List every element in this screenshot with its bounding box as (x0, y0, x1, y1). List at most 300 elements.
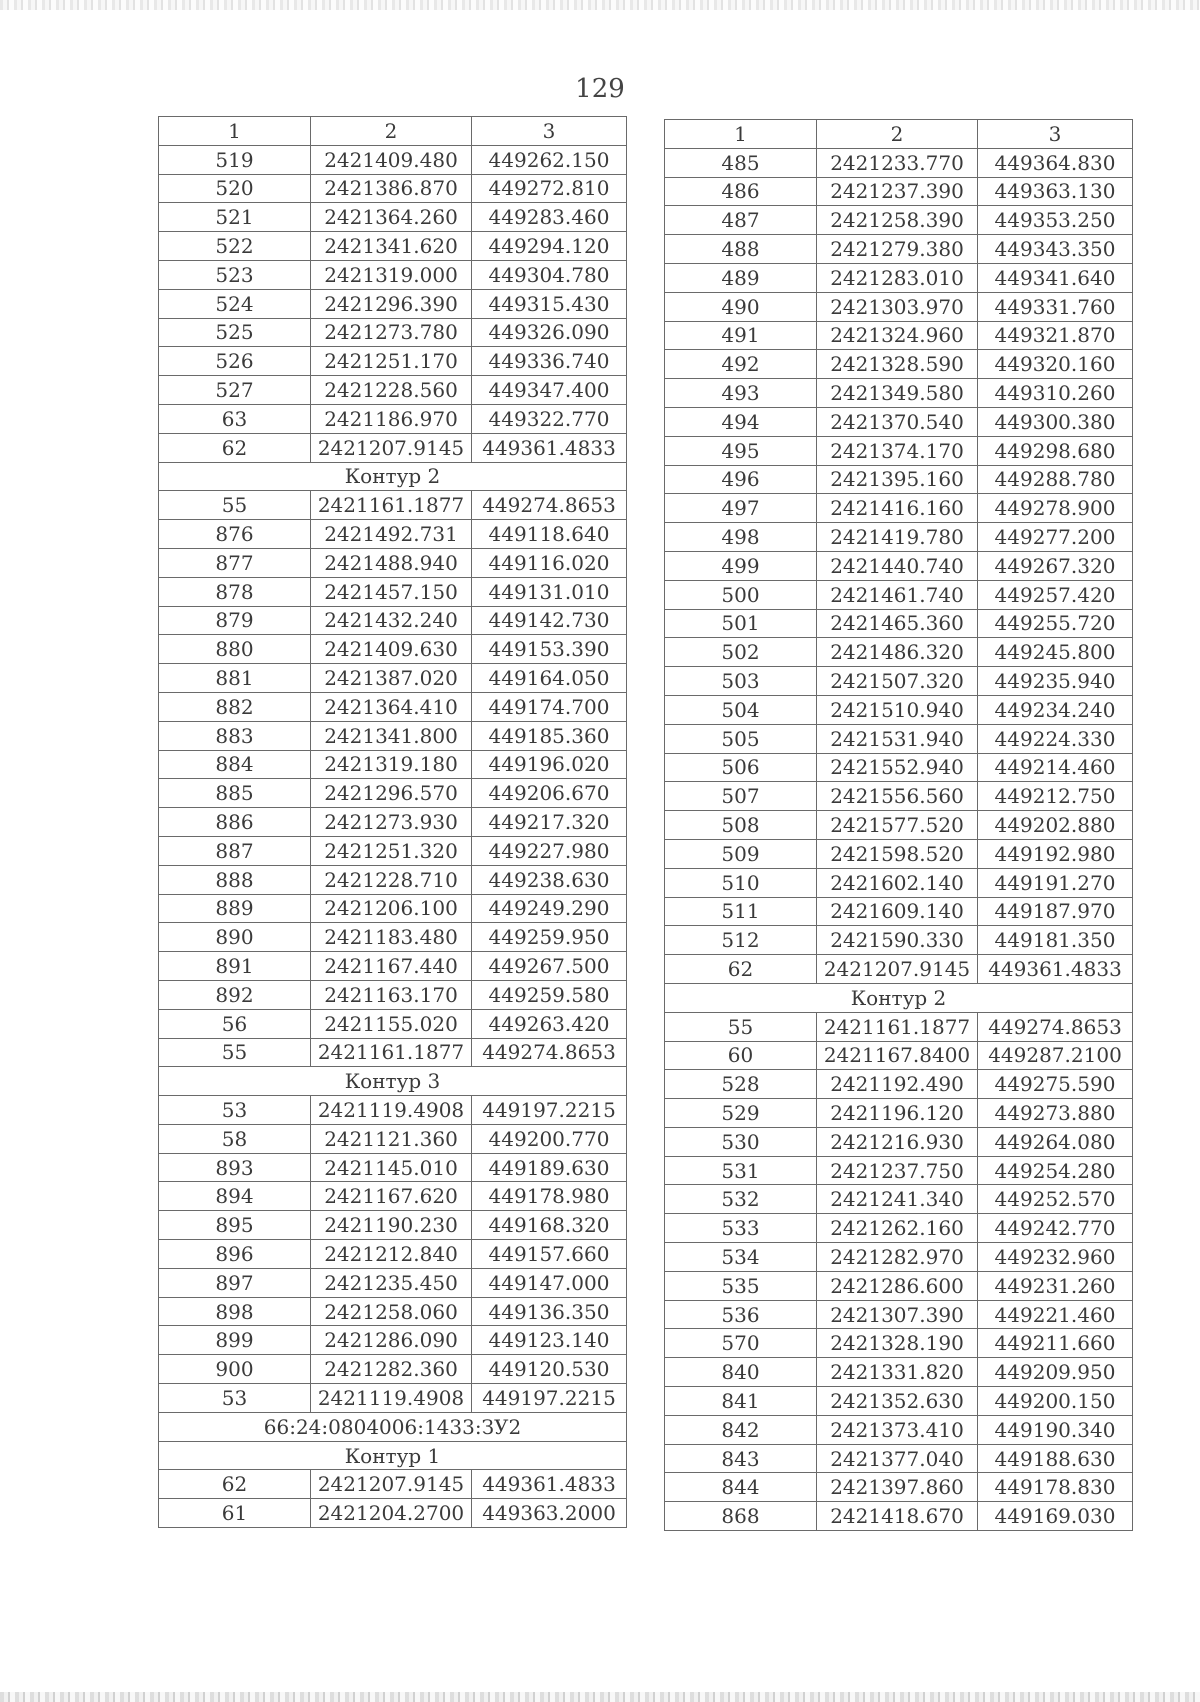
table-row (159, 664, 627, 693)
coordinate-y-cell: 449322.770 (472, 404, 627, 433)
coordinate-x-cell: 2421196.120 (817, 1099, 978, 1128)
table-row (665, 523, 1133, 552)
coordinate-y-cell: 449118.640 (472, 520, 627, 549)
point-number-cell: 895 (159, 1211, 311, 1240)
table-row (665, 753, 1133, 782)
coordinate-y-cell: 449315.430 (472, 289, 627, 318)
coordinate-x-cell: 2421609.140 (817, 897, 978, 926)
table-row (159, 1268, 627, 1297)
coordinate-y-cell: 449200.770 (472, 1124, 627, 1153)
point-number-cell: 884 (159, 750, 311, 779)
table-row (665, 177, 1133, 206)
point-number-cell: 498 (665, 523, 817, 552)
coordinate-y-cell: 449264.080 (978, 1127, 1133, 1156)
point-number-cell: 508 (665, 811, 817, 840)
table-row (159, 606, 627, 635)
point-number-cell: 868 (665, 1502, 817, 1531)
table-row (665, 1387, 1133, 1416)
coordinate-x-cell: 2421233.770 (817, 148, 978, 177)
coordinate-x-cell: 2421258.390 (817, 206, 978, 235)
point-number-cell: 56 (159, 1009, 311, 1038)
coordinate-y-cell: 449211.660 (978, 1329, 1133, 1358)
table-row (665, 811, 1133, 840)
section-label: Контур 1 (159, 1441, 627, 1470)
point-number-cell: 892 (159, 980, 311, 1009)
point-number-cell: 898 (159, 1297, 311, 1326)
coordinate-y-cell: 449361.4833 (472, 1470, 627, 1499)
coordinate-x-cell: 2421370.540 (817, 407, 978, 436)
table-row (665, 1444, 1133, 1473)
table-row (665, 292, 1133, 321)
coordinate-x-cell: 2421461.740 (817, 580, 978, 609)
coordinate-y-cell: 449242.770 (978, 1214, 1133, 1243)
section-row (665, 983, 1133, 1012)
table-row (159, 1355, 627, 1384)
coordinate-x-cell: 2421492.731 (311, 520, 472, 549)
point-number-cell: 570 (665, 1329, 817, 1358)
coordinate-x-cell: 2421488.940 (311, 548, 472, 577)
point-number-cell: 505 (665, 724, 817, 753)
coordinate-y-cell: 449252.570 (978, 1185, 1133, 1214)
coordinate-x-cell: 2421279.380 (817, 235, 978, 264)
point-number-cell: 842 (665, 1415, 817, 1444)
table-row (665, 206, 1133, 235)
table-row (665, 1300, 1133, 1329)
table-row (665, 1012, 1133, 1041)
table-row (665, 350, 1133, 379)
coordinate-y-cell: 449363.130 (978, 177, 1133, 206)
point-number-cell: 891 (159, 952, 311, 981)
coordinate-x-cell: 2421598.520 (817, 839, 978, 868)
point-number-cell: 523 (159, 260, 311, 289)
column-header: 2 (311, 117, 472, 146)
coordinate-y-cell: 449343.350 (978, 235, 1133, 264)
coordinate-y-cell: 449274.8653 (472, 491, 627, 520)
coordinate-x-cell: 2421409.480 (311, 145, 472, 174)
point-number-cell: 529 (665, 1099, 817, 1128)
coordinate-y-cell: 449287.2100 (978, 1041, 1133, 1070)
point-number-cell: 879 (159, 606, 311, 635)
coordinate-x-cell: 2421282.970 (817, 1243, 978, 1272)
table-row (159, 548, 627, 577)
point-number-cell: 525 (159, 318, 311, 347)
point-number-cell: 490 (665, 292, 817, 321)
coordinate-x-cell: 2421418.670 (817, 1502, 978, 1531)
coordinate-y-cell: 449361.4833 (978, 955, 1133, 984)
coordinate-x-cell: 2421121.360 (311, 1124, 472, 1153)
coordinate-x-cell: 2421251.320 (311, 836, 472, 865)
point-number-cell: 511 (665, 897, 817, 926)
point-number-cell: 520 (159, 174, 311, 203)
coordinate-x-cell: 2421416.160 (817, 494, 978, 523)
table-row (665, 379, 1133, 408)
coordinate-x-cell: 2421319.000 (311, 260, 472, 289)
coordinate-y-cell: 449196.020 (472, 750, 627, 779)
table-row (159, 1009, 627, 1038)
section-row (159, 1067, 627, 1096)
table-row (159, 750, 627, 779)
table-row (159, 145, 627, 174)
coordinate-y-cell: 449294.120 (472, 232, 627, 261)
point-number-cell: 883 (159, 721, 311, 750)
coordinate-y-cell: 449197.2215 (472, 1384, 627, 1413)
table-row (159, 1297, 627, 1326)
coordinate-y-cell: 449168.320 (472, 1211, 627, 1240)
point-number-cell: 501 (665, 609, 817, 638)
table-row (159, 347, 627, 376)
table-row (159, 1384, 627, 1413)
table-row (159, 1470, 627, 1499)
table-row (665, 609, 1133, 638)
point-number-cell: 878 (159, 577, 311, 606)
point-number-cell: 840 (665, 1358, 817, 1387)
point-number-cell: 526 (159, 347, 311, 376)
coordinate-y-cell: 449336.740 (472, 347, 627, 376)
column-header: 3 (978, 120, 1133, 149)
table-row (159, 1153, 627, 1182)
table-row (159, 635, 627, 664)
coordinate-x-cell: 2421204.2700 (311, 1499, 472, 1528)
coordinate-y-cell: 449212.750 (978, 782, 1133, 811)
column-header: 2 (817, 120, 978, 149)
coordinate-x-cell: 2421237.390 (817, 177, 978, 206)
coordinate-y-cell: 449209.950 (978, 1358, 1133, 1387)
point-number-cell: 531 (665, 1156, 817, 1185)
table-row (665, 724, 1133, 753)
point-number-cell: 53 (159, 1096, 311, 1125)
point-number-cell: 506 (665, 753, 817, 782)
coordinate-y-cell: 449255.720 (978, 609, 1133, 638)
coordinate-x-cell: 2421207.9145 (311, 433, 472, 462)
point-number-cell: 522 (159, 232, 311, 261)
table-row (665, 1185, 1133, 1214)
coordinates-table-left (158, 116, 627, 1528)
coordinate-x-cell: 2421161.1877 (817, 1012, 978, 1041)
point-number-cell: 888 (159, 865, 311, 894)
coordinate-y-cell: 449224.330 (978, 724, 1133, 753)
coordinate-y-cell: 449283.460 (472, 203, 627, 232)
table-row (665, 551, 1133, 580)
coordinate-x-cell: 2421531.940 (817, 724, 978, 753)
point-number-cell: 487 (665, 206, 817, 235)
coordinate-y-cell: 449131.010 (472, 577, 627, 606)
coordinate-y-cell: 449116.020 (472, 548, 627, 577)
table-row (159, 520, 627, 549)
table-row (665, 1415, 1133, 1444)
table-row (159, 836, 627, 865)
coordinate-y-cell: 449178.830 (978, 1473, 1133, 1502)
coordinate-x-cell: 2421387.020 (311, 664, 472, 693)
point-number-cell: 488 (665, 235, 817, 264)
coordinate-x-cell: 2421577.520 (817, 811, 978, 840)
coordinate-y-cell: 449192.980 (978, 839, 1133, 868)
section-row (159, 1412, 627, 1441)
coordinate-x-cell: 2421283.010 (817, 263, 978, 292)
coordinate-y-cell: 449300.380 (978, 407, 1133, 436)
coordinate-x-cell: 2421206.100 (311, 894, 472, 923)
table-row (665, 1502, 1133, 1531)
table-row (665, 839, 1133, 868)
point-number-cell: 507 (665, 782, 817, 811)
coordinate-y-cell: 449262.150 (472, 145, 627, 174)
table-row (159, 865, 627, 894)
coordinate-x-cell: 2421409.630 (311, 635, 472, 664)
coordinate-y-cell: 449275.590 (978, 1070, 1133, 1099)
coordinate-y-cell: 449153.390 (472, 635, 627, 664)
coordinate-y-cell: 449178.980 (472, 1182, 627, 1211)
point-number-cell: 535 (665, 1271, 817, 1300)
point-number-cell: 503 (665, 667, 817, 696)
coordinate-x-cell: 2421590.330 (817, 926, 978, 955)
coordinate-x-cell: 2421155.020 (311, 1009, 472, 1038)
coordinate-x-cell: 2421602.140 (817, 868, 978, 897)
point-number-cell: 500 (665, 580, 817, 609)
point-number-cell: 899 (159, 1326, 311, 1355)
point-number-cell: 533 (665, 1214, 817, 1243)
coordinate-y-cell: 449257.420 (978, 580, 1133, 609)
point-number-cell: 519 (159, 145, 311, 174)
table-row (665, 1099, 1133, 1128)
table-row (159, 1240, 627, 1269)
coordinate-x-cell: 2421167.620 (311, 1182, 472, 1211)
coordinate-y-cell: 449267.320 (978, 551, 1133, 580)
scan-edge-bottom (0, 1692, 1200, 1702)
point-number-cell: 62 (159, 1470, 311, 1499)
point-number-cell: 55 (159, 491, 311, 520)
coordinate-y-cell: 449221.460 (978, 1300, 1133, 1329)
coordinate-x-cell: 2421364.260 (311, 203, 472, 232)
coordinate-x-cell: 2421286.090 (311, 1326, 472, 1355)
coordinate-x-cell: 2421212.840 (311, 1240, 472, 1269)
coordinate-y-cell: 449120.530 (472, 1355, 627, 1384)
coordinate-y-cell: 449238.630 (472, 865, 627, 894)
coordinate-y-cell: 449123.140 (472, 1326, 627, 1355)
table-row (159, 289, 627, 318)
coordinate-x-cell: 2421282.360 (311, 1355, 472, 1384)
point-number-cell: 841 (665, 1387, 817, 1416)
point-number-cell: 877 (159, 548, 311, 577)
coordinate-x-cell: 2421296.390 (311, 289, 472, 318)
coordinate-y-cell: 449147.000 (472, 1268, 627, 1297)
table-row (159, 318, 627, 347)
coordinate-y-cell: 449263.420 (472, 1009, 627, 1038)
table-row (159, 1124, 627, 1153)
coordinate-y-cell: 449191.270 (978, 868, 1133, 897)
point-number-cell: 504 (665, 695, 817, 724)
table-header-row (159, 117, 627, 146)
point-number-cell: 492 (665, 350, 817, 379)
coordinate-x-cell: 2421183.480 (311, 923, 472, 952)
table-row (665, 868, 1133, 897)
table-row (159, 260, 627, 289)
coordinate-x-cell: 2421296.570 (311, 779, 472, 808)
table-row (665, 235, 1133, 264)
table-row (159, 980, 627, 1009)
coordinate-y-cell: 449187.970 (978, 897, 1133, 926)
table-row (665, 1243, 1133, 1272)
coordinate-y-cell: 449234.240 (978, 695, 1133, 724)
column-header: 1 (159, 117, 311, 146)
coordinate-y-cell: 449188.630 (978, 1444, 1133, 1473)
table-row (159, 1096, 627, 1125)
point-number-cell: 63 (159, 404, 311, 433)
coordinate-x-cell: 2421432.240 (311, 606, 472, 635)
table-row (665, 580, 1133, 609)
coordinate-y-cell: 449274.8653 (978, 1012, 1133, 1041)
point-number-cell: 897 (159, 1268, 311, 1297)
table-row (665, 1214, 1133, 1243)
table-row (159, 894, 627, 923)
table-row (665, 1041, 1133, 1070)
coordinate-y-cell: 449185.360 (472, 721, 627, 750)
coordinate-x-cell: 2421251.170 (311, 347, 472, 376)
coordinate-y-cell: 449259.580 (472, 980, 627, 1009)
point-number-cell: 880 (159, 635, 311, 664)
point-number-cell: 499 (665, 551, 817, 580)
point-number-cell: 60 (665, 1041, 817, 1070)
coordinate-x-cell: 2421303.970 (817, 292, 978, 321)
section-label: 66:24:0804006:1433:ЗУ2 (159, 1412, 627, 1441)
point-number-cell: 534 (665, 1243, 817, 1272)
coordinate-x-cell: 2421286.600 (817, 1271, 978, 1300)
table-row (665, 1070, 1133, 1099)
coordinate-x-cell: 2421228.710 (311, 865, 472, 894)
coordinate-y-cell: 449320.160 (978, 350, 1133, 379)
table-row (665, 955, 1133, 984)
coordinate-y-cell: 449181.350 (978, 926, 1133, 955)
point-number-cell: 536 (665, 1300, 817, 1329)
point-number-cell: 893 (159, 1153, 311, 1182)
coordinate-y-cell: 449206.670 (472, 779, 627, 808)
coordinate-y-cell: 449272.810 (472, 174, 627, 203)
point-number-cell: 527 (159, 376, 311, 405)
coordinate-x-cell: 2421207.9145 (311, 1470, 472, 1499)
coordinate-x-cell: 2421190.230 (311, 1211, 472, 1240)
coordinate-x-cell: 2421377.040 (817, 1444, 978, 1473)
coordinate-x-cell: 2421364.410 (311, 692, 472, 721)
coordinate-y-cell: 449274.8653 (472, 1038, 627, 1067)
coordinate-y-cell: 449202.880 (978, 811, 1133, 840)
coordinate-x-cell: 2421465.360 (817, 609, 978, 638)
coordinate-x-cell: 2421237.750 (817, 1156, 978, 1185)
point-number-cell: 900 (159, 1355, 311, 1384)
coordinate-x-cell: 2421161.1877 (311, 491, 472, 520)
point-number-cell: 55 (159, 1038, 311, 1067)
coordinate-x-cell: 2421510.940 (817, 695, 978, 724)
column-header: 1 (665, 120, 817, 149)
coordinate-x-cell: 2421397.860 (817, 1473, 978, 1502)
section-row (159, 1441, 627, 1470)
coordinate-y-cell: 449200.150 (978, 1387, 1133, 1416)
point-number-cell: 491 (665, 321, 817, 350)
point-number-cell: 493 (665, 379, 817, 408)
coordinate-x-cell: 2421216.930 (817, 1127, 978, 1156)
table-row (159, 1499, 627, 1528)
point-number-cell: 894 (159, 1182, 311, 1211)
point-number-cell: 843 (665, 1444, 817, 1473)
table-row (159, 577, 627, 606)
point-number-cell: 887 (159, 836, 311, 865)
point-number-cell: 53 (159, 1384, 311, 1413)
coordinate-y-cell: 449174.700 (472, 692, 627, 721)
coordinate-y-cell: 449136.350 (472, 1297, 627, 1326)
coordinate-x-cell: 2421352.630 (817, 1387, 978, 1416)
coordinate-y-cell: 449298.680 (978, 436, 1133, 465)
coordinate-x-cell: 2421186.970 (311, 404, 472, 433)
point-number-cell: 496 (665, 465, 817, 494)
point-number-cell: 55 (665, 1012, 817, 1041)
point-number-cell: 62 (665, 955, 817, 984)
page-number: 129 (575, 74, 625, 104)
table-row (159, 376, 627, 405)
coordinate-x-cell: 2421552.940 (817, 753, 978, 782)
table-row (159, 692, 627, 721)
table-row (159, 721, 627, 750)
coordinate-x-cell: 2421258.060 (311, 1297, 472, 1326)
point-number-cell: 889 (159, 894, 311, 923)
table-row (665, 1156, 1133, 1185)
table-row (159, 1182, 627, 1211)
coordinate-y-cell: 449197.2215 (472, 1096, 627, 1125)
coordinate-x-cell: 2421419.780 (817, 523, 978, 552)
table-row (159, 203, 627, 232)
table-row (159, 491, 627, 520)
point-number-cell: 512 (665, 926, 817, 955)
coordinate-x-cell: 2421119.4908 (311, 1384, 472, 1413)
coordinate-y-cell: 449189.630 (472, 1153, 627, 1182)
coordinate-x-cell: 2421167.8400 (817, 1041, 978, 1070)
coordinate-x-cell: 2421349.580 (817, 379, 978, 408)
section-label: Контур 2 (159, 462, 627, 491)
coordinate-y-cell: 449267.500 (472, 952, 627, 981)
coordinate-y-cell: 449273.880 (978, 1099, 1133, 1128)
table-row (665, 494, 1133, 523)
point-number-cell: 62 (159, 433, 311, 462)
point-number-cell: 844 (665, 1473, 817, 1502)
coordinate-y-cell: 449235.940 (978, 667, 1133, 696)
coordinate-x-cell: 2421163.170 (311, 980, 472, 1009)
point-number-cell: 896 (159, 1240, 311, 1269)
coordinate-x-cell: 2421457.150 (311, 577, 472, 606)
coordinate-x-cell: 2421328.190 (817, 1329, 978, 1358)
section-row (159, 462, 627, 491)
column-header: 3 (472, 117, 627, 146)
point-number-cell: 61 (159, 1499, 311, 1528)
coordinate-y-cell: 449142.730 (472, 606, 627, 635)
table-row (665, 667, 1133, 696)
coordinate-y-cell: 449326.090 (472, 318, 627, 347)
coordinate-x-cell: 2421395.160 (817, 465, 978, 494)
point-number-cell: 876 (159, 520, 311, 549)
point-number-cell: 510 (665, 868, 817, 897)
table-row (665, 263, 1133, 292)
section-label: Контур 3 (159, 1067, 627, 1096)
table-row (159, 779, 627, 808)
coordinate-x-cell: 2421328.590 (817, 350, 978, 379)
table-row (665, 465, 1133, 494)
coordinate-x-cell: 2421207.9145 (817, 955, 978, 984)
point-number-cell: 885 (159, 779, 311, 808)
coordinate-y-cell: 449164.050 (472, 664, 627, 693)
coordinate-x-cell: 2421192.490 (817, 1070, 978, 1099)
table-row (159, 404, 627, 433)
coordinate-x-cell: 2421507.320 (817, 667, 978, 696)
coordinate-x-cell: 2421331.820 (817, 1358, 978, 1387)
table-row (159, 923, 627, 952)
coordinate-x-cell: 2421241.340 (817, 1185, 978, 1214)
point-number-cell: 489 (665, 263, 817, 292)
coordinates-table-right (664, 119, 1133, 1531)
